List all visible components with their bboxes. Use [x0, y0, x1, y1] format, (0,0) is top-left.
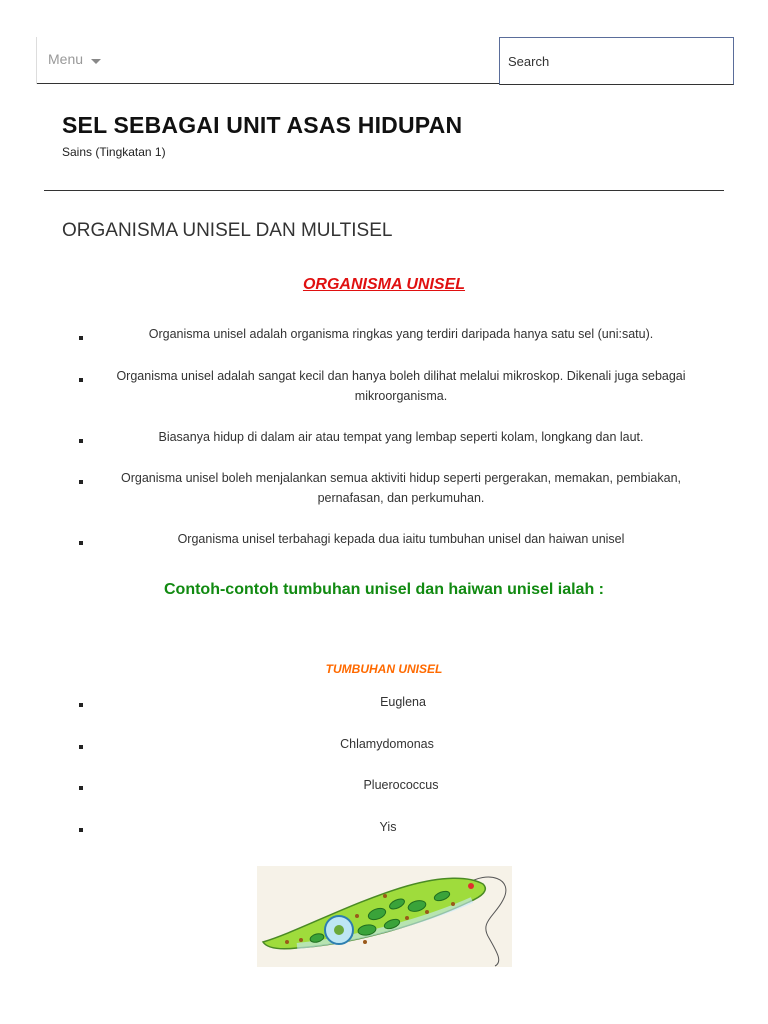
site-subtitle: Sains (Tingkatan 1): [62, 145, 166, 159]
euglena-illustration: [257, 866, 512, 967]
euglena-image: [257, 866, 512, 967]
list-item-text: Organisma unisel boleh menjalankan semua aktiviti hidup seperti pergerakan, memakan, pembiakan, pernafasan, dan perkumuhan.: [120, 471, 682, 505]
plants-heading: TUMBUHAN UNISEL: [325, 662, 443, 676]
caret-down-icon: [91, 59, 101, 64]
bullet-icon: [79, 439, 83, 443]
bullet-icon: [79, 541, 83, 545]
bullet-icon: [79, 378, 83, 382]
menu-label: Menu: [48, 51, 84, 67]
menu-dropdown[interactable]: [36, 37, 499, 84]
header-divider: [44, 190, 724, 191]
post-title: ORGANISMA UNISEL DAN MULTISEL: [62, 220, 393, 241]
search-input[interactable]: [499, 37, 734, 85]
bullet-icon: [79, 336, 83, 340]
examples-heading: Contoh-contoh tumbuhan unisel dan haiwan unisel ialah :: [164, 581, 604, 598]
list-item-text: Pluerococcus: [363, 778, 439, 792]
section-heading-unisel: ORGANISMA UNISEL: [302, 276, 466, 293]
list-item-text: Biasanya hidup di dalam air atau tempat yang lembap seperti kolam, longkang dan laut.: [158, 430, 644, 444]
list-item-text: Euglena: [380, 695, 426, 709]
list-item-text: Organisma unisel adalah sangat kecil dan hanya boleh dilihat melalui mikroskop. Dikenali juga sebagai mikroorganisma.: [116, 369, 686, 403]
list-item-text: Yis: [379, 820, 397, 834]
bullet-icon: [79, 703, 83, 707]
list-item-text: Organisma unisel terbahagi kepada dua iaitu tumbuhan unisel dan haiwan unisel: [177, 532, 625, 546]
list-item-text: Organisma unisel adalah organisma ringkas yang terdiri daripada hanya satu sel (uni:satu).: [148, 327, 654, 341]
site-title[interactable]: SEL SEBAGAI UNIT ASAS HIDUPAN: [62, 112, 463, 138]
bullet-icon: [79, 480, 83, 484]
bullet-icon: [79, 786, 83, 790]
list-item-text: Chlamydomonas: [340, 737, 434, 751]
top-navigation-bar: [36, 37, 734, 84]
